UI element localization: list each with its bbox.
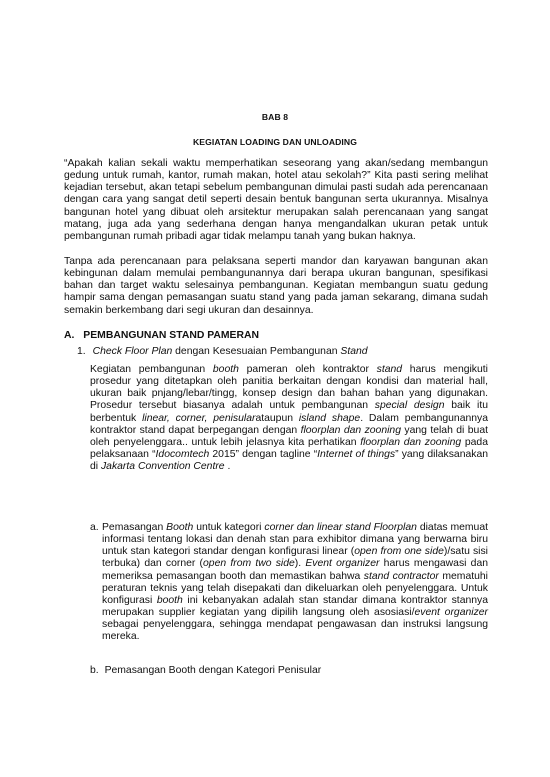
item-b-marker: b. <box>90 665 99 676</box>
item-1-label-italic-1: Check Floor Plan <box>92 346 173 357</box>
intro-paragraph-1: “Apakah kalian sekali waktu memperhatikan seseorang yang akan/sedang membangun gedung untuk rumah, kantor, rumah makan, hotel atau sekolah?” Kita pasti sering melihat kejadian tersebut, akan tetapi sebelum pembangunan dimulai pasti sudah ada perencanaan dengan cara yang sangat detil seperti desain bentuk bangunan serta ukurannya. Misalnya bangunan hotel yang dibuat oleh arsitektur merupakan salah perencanaan yang sangat matang, juga ada yang sederhana dengan hanya mengandalkan ukuran petak untuk pembangunan rumah pribadi agar tidak melampu tanah yang bukan haknya. <box>64 158 488 242</box>
item-1-marker: 1. <box>77 346 86 357</box>
section-a-heading <box>64 330 259 341</box>
item-b-heading <box>90 665 321 676</box>
item-1-heading <box>77 346 368 357</box>
section-a-label: PEMBANGUNAN STAND PAMERAN <box>83 330 259 341</box>
section-a-marker: A. <box>64 330 75 341</box>
chapter-title: KEGIATAN LOADING DAN UNLOADING <box>192 137 358 147</box>
item-a-paragraph: Pemasangan Booth untuk kategori corner dan linear stand Floorplan diatas memuat informasi tentang lokasi dan denah stan para exhibitor dimana yang berwarna biru untuk stan kategori standar dengan konfigurasi linear (open from one side)/satu sisi terbuka) dan corner (open from two side). Event organizer harus mengawasi dan memeriksa pemasangan booth dan memastikan bahwa stand contractor mematuhi peraturan teknis yang telah disepakati dan dikeluarkan oleh penyelenggara. Untuk konfigurasi booth ini kebanyakan adalah stan standar dimana kontraktor stannya merupakan supplier kegiatan yang dipilih langsung oleh asosiasi/event organizer sebagai penyelenggara, sehingga mendapat pengawasan dan instruksi langsung mereka. <box>102 522 489 643</box>
item-1-label-italic-2: Stand <box>340 346 368 357</box>
chapter-heading: BAB 8 <box>261 112 289 122</box>
item-b-label: Pemasangan Booth dengan Kategori Penisular <box>104 665 322 676</box>
item-1-label-mid: dengan Kesesuaian Pembangunan <box>172 346 341 357</box>
item-1-paragraph: Kegiatan pembangunan booth pameran oleh kontraktor stand harus mengikuti prosedur yang ditetapkan oleh panitia berkaitan dengan kondisi dan material hall, ukuran baik pnjang/lebar/tingg, konsep design dan bahan bahan yang digunakan. Prosedur tersebut biasanya adalah untuk pembangunan special design baik itu berbentuk linear, corner, penisularataupun island shape. Dalam pembangunannya kontraktor stand dapat berpegangan dengan floorplan dan zooning yang telah di buat oleh penyelenggara.. untuk lebih jelasnya kita perhatikan floorplan dan zooning pada pelaksanaan “Idocomtech 2015” dengan tagline “Internet of things” yang dilaksanakan di Jakarta Convention Centre . <box>90 364 489 473</box>
item-a-marker: a. <box>90 522 99 533</box>
intro-paragraph-2: Tanpa ada perencanaan para pelaksana seperti mandor dan karyawan bangunan akan kebingunan dalam memulai pembangunannya dari berapa ukuran bangunan, spesifikasi bahan dan target waktu selesainya pembangunan. Kegiatan membangun suatu gedung hampir sama dengan pemasangan suatu stand yang pada jaman sekarang, dimana sudah semakin berkembang dari segi ukuran dan desainnya. <box>64 256 488 316</box>
